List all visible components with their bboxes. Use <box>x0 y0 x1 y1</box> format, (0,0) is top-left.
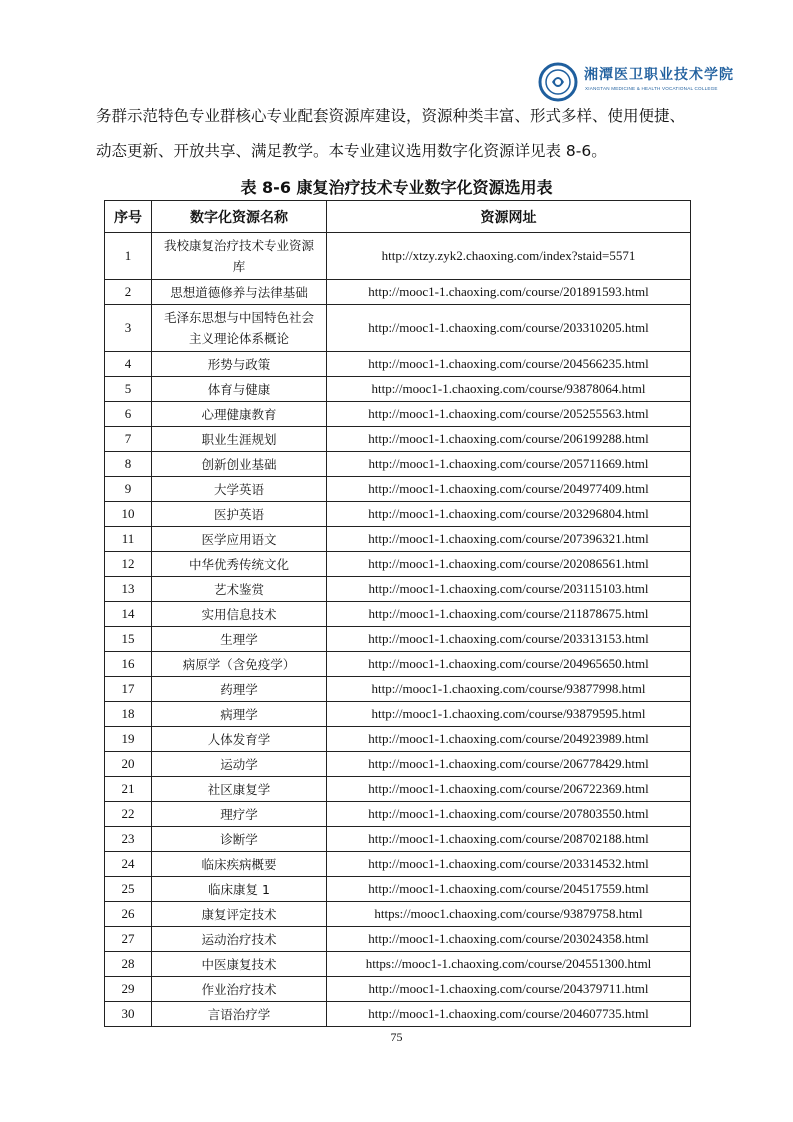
resource-name: 艺术鉴赏 <box>152 577 327 602</box>
resource-url[interactable]: http://mooc1-1.chaoxing.com/course/93878064.html <box>327 377 691 402</box>
row-number: 8 <box>105 452 152 477</box>
table-row <box>105 852 691 877</box>
table-row <box>105 752 691 777</box>
row-number: 12 <box>105 552 152 577</box>
row-number: 15 <box>105 627 152 652</box>
row-number: 29 <box>105 977 152 1002</box>
resource-url[interactable]: http://mooc1-1.chaoxing.com/course/204566235.html <box>327 352 691 377</box>
resource-url[interactable]: http://mooc1-1.chaoxing.com/course/203296804.html <box>327 502 691 527</box>
resource-name: 临床疾病概要 <box>152 852 327 877</box>
table-row <box>105 652 691 677</box>
resource-url[interactable]: http://mooc1-1.chaoxing.com/course/206199288.html <box>327 427 691 452</box>
row-number: 14 <box>105 602 152 627</box>
row-number: 11 <box>105 527 152 552</box>
table-row <box>105 827 691 852</box>
resource-name: 作业治疗技术 <box>152 977 327 1002</box>
row-number: 20 <box>105 752 152 777</box>
row-number: 7 <box>105 427 152 452</box>
resource-url[interactable]: http://mooc1-1.chaoxing.com/course/204923989.html <box>327 727 691 752</box>
table-row <box>105 802 691 827</box>
table-row <box>105 1002 691 1027</box>
resource-name: 社区康复学 <box>152 777 327 802</box>
table-row <box>105 977 691 1002</box>
resource-name: 药理学 <box>152 677 327 702</box>
header-name: 数字化资源名称 <box>152 201 327 233</box>
resource-url[interactable]: http://mooc1-1.chaoxing.com/course/207803550.html <box>327 802 691 827</box>
row-number: 13 <box>105 577 152 602</box>
resource-name: 心理健康教育 <box>152 402 327 427</box>
row-number: 3 <box>105 305 152 352</box>
resource-name: 理疗学 <box>152 802 327 827</box>
row-number: 17 <box>105 677 152 702</box>
table-row <box>105 577 691 602</box>
table-row <box>105 305 691 352</box>
table-row <box>105 233 691 280</box>
resource-url[interactable]: http://mooc1-1.chaoxing.com/course/205711669.html <box>327 452 691 477</box>
table-row <box>105 727 691 752</box>
page-number: 75 <box>390 1030 403 1044</box>
table-row <box>105 402 691 427</box>
resource-name: 职业生涯规划 <box>152 427 327 452</box>
row-number: 23 <box>105 827 152 852</box>
table-row <box>105 477 691 502</box>
table-row <box>105 877 691 902</box>
row-number: 28 <box>105 952 152 977</box>
college-name-cn: 湘潭医卫职业技术学院 <box>584 67 734 83</box>
resource-url[interactable]: http://mooc1-1.chaoxing.com/course/203115103.html <box>327 577 691 602</box>
resource-name: 我校康复治疗技术专业资源库 <box>152 233 327 280</box>
row-number: 1 <box>105 233 152 280</box>
resource-url[interactable]: http://mooc1-1.chaoxing.com/course/93877998.html <box>327 677 691 702</box>
row-number: 24 <box>105 852 152 877</box>
resource-name: 临床康复 1 <box>152 877 327 902</box>
body-text-line-1: 务群示范特色专业群核心专业配套资源库建设，资源种类丰富、形式多样、使用便捷、 <box>96 107 686 125</box>
resource-name: 诊断学 <box>152 827 327 852</box>
resource-name: 医学应用语文 <box>152 527 327 552</box>
row-number: 21 <box>105 777 152 802</box>
resource-url[interactable]: http://mooc1-1.chaoxing.com/course/204977409.html <box>327 477 691 502</box>
table-header-row <box>105 201 691 233</box>
resource-url[interactable]: http://mooc1-1.chaoxing.com/course/204517559.html <box>327 877 691 902</box>
body-text-line-2: 动态更新、开放共享、满足教学。本专业建议选用数字化资源详见表 8-6。 <box>96 142 607 160</box>
row-number: 25 <box>105 877 152 902</box>
row-number: 26 <box>105 902 152 927</box>
row-number: 9 <box>105 477 152 502</box>
table-row <box>105 777 691 802</box>
row-number: 10 <box>105 502 152 527</box>
resource-name: 中医康复技术 <box>152 952 327 977</box>
table-row <box>105 627 691 652</box>
header-no: 序号 <box>105 201 152 233</box>
resource-name: 毛泽东思想与中国特色社会主义理论体系概论 <box>152 305 327 352</box>
table-row <box>105 677 691 702</box>
resource-url[interactable]: http://mooc1-1.chaoxing.com/course/207396321.html <box>327 527 691 552</box>
row-number: 27 <box>105 927 152 952</box>
row-number: 4 <box>105 352 152 377</box>
table-caption: 表 8-6 康复治疗技术专业数字化资源选用表 <box>240 178 553 197</box>
resource-url[interactable]: http://mooc1-1.chaoxing.com/course/203024358.html <box>327 927 691 952</box>
resource-name: 大学英语 <box>152 477 327 502</box>
table-row <box>105 602 691 627</box>
resource-name: 实用信息技术 <box>152 602 327 627</box>
row-number: 5 <box>105 377 152 402</box>
table-row <box>105 427 691 452</box>
college-logo <box>538 62 734 102</box>
header-url: 资源网址 <box>327 201 691 233</box>
college-emblem-icon <box>538 62 578 102</box>
resource-url[interactable]: http://mooc1-1.chaoxing.com/course/205255563.html <box>327 402 691 427</box>
resource-url[interactable]: http://mooc1-1.chaoxing.com/course/203313153.html <box>327 627 691 652</box>
resource-url[interactable]: http://xtzy.zyk2.chaoxing.com/index?staid=5571 <box>327 233 691 280</box>
resource-url[interactable]: http://mooc1-1.chaoxing.com/course/206778429.html <box>327 752 691 777</box>
resource-name: 人体发育学 <box>152 727 327 752</box>
college-name-en: XIANGTAN MEDICINE & HEALTH VOCATIONAL COLLEGE <box>585 86 718 91</box>
resource-name: 思想道德修养与法律基础 <box>152 280 327 305</box>
resource-url[interactable]: http://mooc1-1.chaoxing.com/course/208702188.html <box>327 827 691 852</box>
resource-url[interactable]: http://mooc1-1.chaoxing.com/course/204379711.html <box>327 977 691 1002</box>
resource-name: 病理学 <box>152 702 327 727</box>
table-row <box>105 927 691 952</box>
resource-name: 中华优秀传统文化 <box>152 552 327 577</box>
resource-name: 康复评定技术 <box>152 902 327 927</box>
resource-url[interactable]: http://mooc1-1.chaoxing.com/course/202086561.html <box>327 552 691 577</box>
resource-url[interactable]: http://mooc1-1.chaoxing.com/course/211878675.html <box>327 602 691 627</box>
table-row <box>105 352 691 377</box>
resource-name: 运动治疗技术 <box>152 927 327 952</box>
table-body <box>105 233 691 1027</box>
resource-name: 形势与政策 <box>152 352 327 377</box>
row-number: 16 <box>105 652 152 677</box>
resource-url[interactable]: http://mooc1-1.chaoxing.com/course/203314532.html <box>327 852 691 877</box>
resource-url[interactable]: https://mooc1-1.chaoxing.com/course/204551300.html <box>327 952 691 977</box>
resource-name: 病原学（含免疫学） <box>152 652 327 677</box>
table-row <box>105 552 691 577</box>
resource-url[interactable]: http://mooc1-1.chaoxing.com/course/204965650.html <box>327 652 691 677</box>
row-number: 2 <box>105 280 152 305</box>
table-row <box>105 702 691 727</box>
table-row <box>105 280 691 305</box>
resource-url[interactable]: http://mooc1-1.chaoxing.com/course/201891593.html <box>327 280 691 305</box>
table-row <box>105 502 691 527</box>
resource-name: 言语治疗学 <box>152 1002 327 1027</box>
resource-name: 创新创业基础 <box>152 452 327 477</box>
resource-url[interactable]: http://mooc1-1.chaoxing.com/course/93879595.html <box>327 702 691 727</box>
resource-url[interactable]: http://mooc1-1.chaoxing.com/course/204607735.html <box>327 1002 691 1027</box>
resource-url[interactable]: http://mooc1-1.chaoxing.com/course/203310205.html <box>327 305 691 352</box>
table-row <box>105 952 691 977</box>
table-row <box>105 377 691 402</box>
resource-url[interactable]: https://mooc1.chaoxing.com/course/93879758.html <box>327 902 691 927</box>
resource-table <box>104 200 691 1027</box>
table-row <box>105 902 691 927</box>
table-row <box>105 452 691 477</box>
row-number: 30 <box>105 1002 152 1027</box>
row-number: 18 <box>105 702 152 727</box>
resource-url[interactable]: http://mooc1-1.chaoxing.com/course/206722369.html <box>327 777 691 802</box>
resource-name: 生理学 <box>152 627 327 652</box>
resource-name: 运动学 <box>152 752 327 777</box>
row-number: 22 <box>105 802 152 827</box>
row-number: 6 <box>105 402 152 427</box>
resource-name: 医护英语 <box>152 502 327 527</box>
resource-name: 体育与健康 <box>152 377 327 402</box>
row-number: 19 <box>105 727 152 752</box>
table-row <box>105 527 691 552</box>
